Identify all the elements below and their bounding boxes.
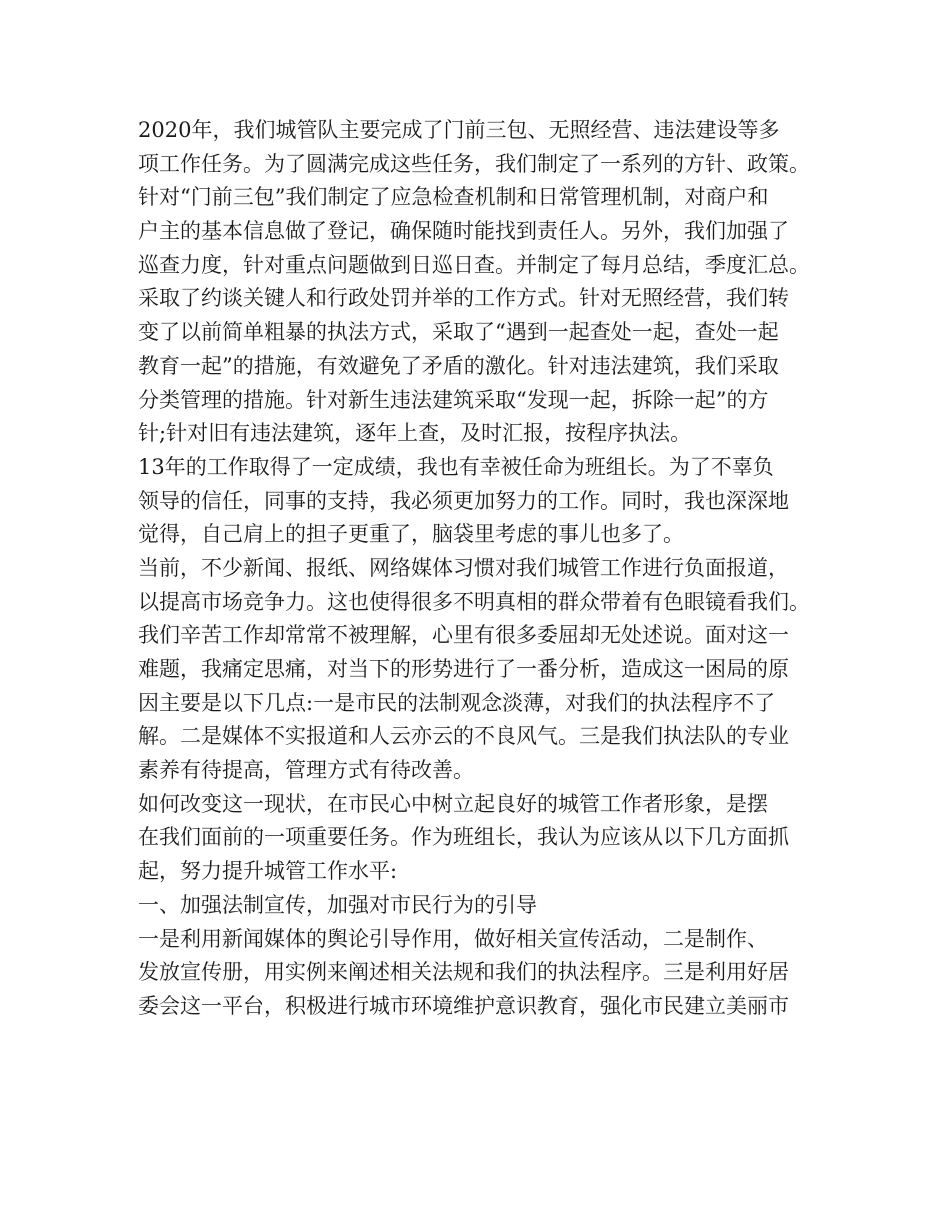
body-text: [138, 114, 828, 1024]
text-line: 针对“门前三包”我们制定了应急检查机制和日常管理机制，对商户和: [138, 185, 769, 210]
section-heading: 一、加强法制宣传，加强对市民行为的引导: [138, 892, 537, 917]
text-line: 项工作任务。为了圆满完成这些任务，我们制定了一系列的方针、政策。: [138, 151, 810, 176]
text-line: 13年的工作取得了一定成绩，我也有幸被任命为班组长。为了不辜负: [138, 454, 774, 479]
text-line: 巡查力度，针对重点问题做到日巡日查。并制定了每月总结，季度汇总。: [138, 252, 810, 277]
text-line: 我们辛苦工作却常常不被理解，心里有很多委屈却无处述说。面对这一: [138, 623, 789, 648]
text-line: 觉得，自己肩上的担子更重了，脑袋里考虑的事儿也多了。: [138, 522, 684, 547]
text-line: 一是利用新闻媒体的舆论引导作用，做好相关宣传活动，二是制作、: [138, 926, 768, 951]
text-line: 领导的信任，同事的支持，我必须更加努力的工作。同时，我也深深地: [138, 488, 789, 513]
text-line: 起，努力提升城管工作水平:: [138, 859, 398, 884]
text-line: 如何改变这一现状，在市民心中树立起良好的城管工作者形象，是摆: [138, 791, 768, 816]
text-line: 户主的基本信息做了登记，确保随时能找到责任人。另外，我们加强了: [138, 219, 789, 244]
text-line: 2020年，我们城管队主要完成了门前三包、无照经营、违法建设等多: [138, 118, 780, 142]
text-line: 解。二是媒体不实报道和人云亦云的不良风气。三是我们执法队的专业: [138, 724, 789, 749]
text-line: 以提高市场竞争力。这也使得很多不明真相的群众带着有色眼镜看我们。: [138, 589, 810, 614]
text-line: 因主要是以下几点:一是市民的法制观念淡薄，对我们的执法程序不了: [138, 690, 776, 715]
text-line: 分类管理的措施。针对新生违法建筑采取“发现一起，拆除一起”的方: [138, 387, 769, 412]
text-line: 难题，我痛定思痛，对当下的形势进行了一番分析，造成这一困局的原: [138, 657, 789, 681]
text-line: 委会这一平台，积极进行城市环境维护意识教育，强化市民建立美丽市: [138, 993, 789, 1018]
text-line: 发放宣传册，用实例来阐述相关法规和我们的执法程序。三是利用好居: [138, 960, 789, 985]
text-line: 素养有待提高，管理方式有待改善。: [138, 758, 474, 783]
text-line: 变了以前简单粗暴的执法方式，采取了“遇到一起查处一起，查处一起: [138, 320, 779, 345]
text-line: 在我们面前的一项重要任务。作为班组长，我认为应该从以下几方面抓: [138, 825, 789, 850]
text-line: 针;针对旧有违法建筑，逐年上查，及时汇报，按程序执法。: [138, 421, 692, 446]
text-line: 采取了约谈关键人和行政处罚并举的工作方式。针对无照经营，我们转: [138, 286, 789, 311]
text-line: 教育一起”的措施，有效避免了矛盾的激化。针对违法建筑，我们采取: [138, 353, 779, 378]
text-line: 当前，不少新闻、报纸、网络媒体习惯对我们城管工作进行负面报道，: [138, 555, 789, 580]
